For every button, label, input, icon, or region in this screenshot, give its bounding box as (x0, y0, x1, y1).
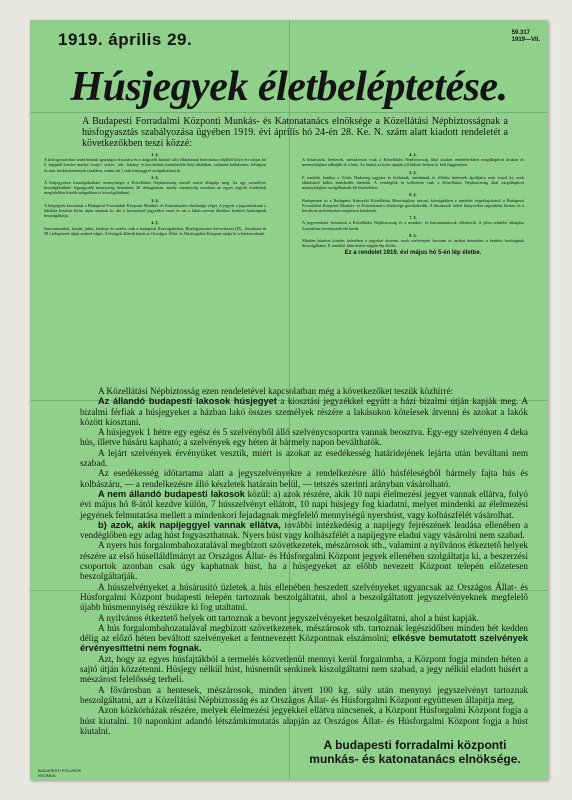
section-text: A jegyrendszer betartását a Közellátási Népbiztosság és a munkás- és katonatanácsok ellenőrzik. A jelen rendelet áthágása forradalmi törvényszék elé kerül. (302, 220, 524, 231)
announcement-body (80, 386, 529, 736)
decree-section (302, 233, 524, 249)
intro-paragraph: A Budapesti Forradalmi Központi Munkás- és Katonatanács elnöksége a Közellátási Népbiztosságnak a húsfogyasztás szabályozása ügyében 1919. évi április hó 24-én 28. Ke. N. szám alatt kiadott rendeletét a következőkben teszi közzé: (82, 116, 508, 149)
fold-line (30, 112, 548, 113)
section-text: E rendelet hatálya a Vörös Hadsereg tagjaira és kórházak, menházak és ellátási intézetek ápoltjaira nem terjed ki; ezek ellátásáról külön intézkedés történik. A vendéglők és kifőzések csak a Közellátási Népbiztosság által megállapított mennyiségben szolgálhatnak fel húsételeket. (302, 174, 524, 191)
decree-column-left (44, 152, 266, 382)
emphasis-text: elkésve bemutatott szelvények érvényesíttetni nem fognak. (80, 633, 529, 654)
body-paragraph (80, 540, 528, 581)
section-number: 6. §. (409, 192, 417, 198)
decree-column-right (302, 152, 524, 382)
paragraph-text: A húsjegyek 1 hétre egy egész és 5 szelvényből álló szelvénycsoportra vannak beosztva. Egy-egy szelvényen 4 deka hús, illetve húsáru kapható; a szelvények egy héten át bármely napon beválthatók. (80, 427, 528, 448)
paragraph-text: Azon közkórházak részére, melyek élelmezési jegyekkel ellátva nincsenek, a Központ Húsforgalmi Központ fogja a húst kiutalni. 10 naponkint adandó létszámkimutatás alapján az Országos Állat- és Húsforgalmi Központ fogja a húst kiutalni. (80, 705, 528, 736)
section-number: 4. §. (151, 220, 159, 226)
section-text: Minden húsárus köteles üzletében a jegyeket átvenni, azok szelvényeit bevonni és azokat hetenként a kerületi hatóságnak beszolgáltatni. E rendelet kihirdetése napján lép életbe. (302, 238, 524, 249)
decree-section (302, 170, 524, 191)
body-paragraph (80, 386, 528, 396)
body-paragraph (80, 582, 528, 613)
emphasis-text: Az állandó budapesti lakosok húsjegyet (98, 396, 277, 407)
section-text: Szarvasmarhát, borjút, juhot, bárányt és sertést csak a budapesti Közvágóhídon, Húsfogyasztási Szövetkezet (IX., Soroksári-út 58.) telepeinek útján szabad vágni. A levágott állatok húsát az Országos Állat- és Húsforgalmi Központ utalja ki a húsárusoknak. (44, 225, 266, 236)
emphasis-text: A nem állandó budapesti lakosok (98, 488, 245, 499)
body-paragraph (80, 685, 528, 706)
paragraph-text: A fővárosban a hentesek, mészárosok, minden átvett 100 kg. súly után menynyi jegyszelvényt tartoznak beszolgáltatni, azt a Közellátási Népbiztosság és az Országos Állat- és Húsforgalmi Központ együttesen állapítja meg. (80, 684, 528, 705)
decree-section (44, 198, 266, 219)
decree-section (302, 152, 524, 168)
poster-title: Húsjegyek életbeléptetése. (70, 64, 508, 110)
section-text: A kisfogyasztókra szánt húsnak igazságos elosztása és a dolgozók húsból való ellátásának biztosítása céljából folyó évi május hó 5. napjától kezdve marha-, borjú-, sertés-, juh-, bárány- és kecskehús (mindenféle hús) általában, valamint kolbászáru, felvágott és más húskészítmények (szalámi, sonka stb.) csak húsjeggyel szolgáltatható ki. (44, 157, 266, 173)
section-text: A húsárusok, hentesek, mészárosok csak a Közellátási Népbiztosság által kiadott rendeletekben megállapított árakon és mennyiségben adhatják el a húst. Az árakat az üzlet ajtaján jól látható helyen ki kell függeszteni. (302, 157, 524, 168)
decree-section (44, 220, 266, 236)
signature-block: A budapesti forradalmi központi munkás- és katonatanács elnöksége. (309, 738, 521, 766)
paragraph-text: a kiosztási jegyzékkel együtt a házi bizalmi útján kapják meg. A bizalmi férfiak a húsjegyeket a házban lakó összes személyek részére a lakásukon kötelesek átvenni és azokat a lakók között kiosztani. (80, 396, 528, 427)
section-number: 2. §. (151, 174, 159, 180)
body-paragraph (80, 427, 528, 448)
body-paragraph (80, 396, 528, 427)
body-paragraph (80, 654, 528, 685)
poster-date: 1919. április 29. (58, 30, 193, 49)
paragraph-text: A lejárt szelvények érvényüket vesztik, miért is azokat az esedékesség határidejének lejárta után beváltani nem szabad. (80, 447, 528, 469)
decree-section (44, 152, 266, 173)
reference-number: 59.317 1919—VII. (511, 30, 540, 43)
section-number: 1. §. (151, 152, 159, 157)
section-text: Budapesten és a Budapesti Környéki Közellátási Bizottsághoz tartozó községekben e rendelet végrehajtásáról a Budapesti Forradalmi Központi Munkás- és Katonatanács elnöksége gondoskodik. A húsárusok üzleti könyveiket naponként lezárni és a beváltott szelvényeket megőrizni kötelesek. (302, 197, 524, 214)
paragraph-text: A Közellátási Népbiztosság ezen rendeletével kapcsolatban még a következőket teszük közhírré: (98, 386, 454, 396)
emphasis-text: b) azok, akik napijeggyel vannak ellátva, (98, 519, 281, 530)
body-paragraph (80, 705, 528, 736)
decree-section (44, 175, 266, 196)
body-paragraph (80, 448, 528, 469)
section-text: A húsjegyeken kiszolgáltatható mennyiséget a Közellátási Népbiztosság esetről esetre állapítja meg. Az egy személyre kiszolgáltatható legnagyobb mennyiség hetenként 20 dekagramm, amely mennyiség azonban az egyes jegyek értékének megfelelően kisebb adagokban is kiszolgáltatható. (44, 180, 266, 196)
body-paragraph (80, 489, 528, 520)
body-paragraph (80, 623, 528, 654)
section-number: 5. §. (409, 169, 417, 175)
paragraph-text: A hússzelvényeket a húsárusító üzletek a hús ellenében beszedett szelvényeket ugyancsak az Országos Állat- és Húsforgalmi Központ budapesti telepén tartoznak beszolgáltatni, ahol a beszolgáltatott jegyszelvényeknek megfelelő újabb húsmennyiség részükre ki fog utaltatni. (80, 581, 528, 613)
poster-sheet (30, 20, 548, 780)
body-paragraph (80, 613, 528, 623)
paragraph-text: A nyers hús forgalombahozatalával megbízott szövetkezetek, mészárosok stb., valamint a nyilvános étkeztető helyek részére az első húselláldlmányt az Országos Állat- és Húsforgalmi Központ jegyek ellenében szolgáltatja ki, a beszerzési csoportok azonban csak úgy kaphatnak húst, ha a húsjegyeket az előbb nevezett Központ telepén előzetesen beszolgáltatják. (80, 540, 528, 582)
paragraph-text: A hús forgalombahozatalával megbízott szövetkezetek, mészárosok stb. tartoznak legészidőben minden hét kedden délig az előző héten beváltott szelvényeket a fentnevezett Központnak elszámolni; (80, 622, 528, 644)
body-paragraph (80, 468, 528, 489)
section-number: 8. §. (409, 232, 417, 238)
paragraph-text: közül: a) azok részére, akik 10 napi élelmezési jegyet vannak ellátva, folyó évi május hó 8-ától kezdve külön, 7 hússzelvényt ellátott, 10 napi húsjegy fog kiadatni, melyet mindenki az élelmezési jegyének felmutatása mellett a mindenkori fejadagnak megfelelő mennyiségű nyershúst, vagy kolbászfélét vásárolhat. (80, 488, 528, 520)
section-number: 4. §. (409, 152, 417, 157)
section-text: A húsjegyek kiosztását a Budapesti Forradalmi Központi Munkás- és Katonatanács elnöksége végzi. A jegyek a jogosultaknak a lakóház bizalmi férfia útján adatnak ki, aki a kiosztásról jegyzéket vezet és azt a lakás szerint illetékes kerületi hatóságnak beszolgáltatja. (44, 202, 266, 219)
paragraph-text: további intézkedésig a napijegy fejrészének leadása ellenében a vendéglőben egy adag húst fogyaszthatnak. Nyers húst vagy kolbászfélét a napijegyre eladni vagy vásárolni nem szabad. (80, 519, 528, 541)
paragraph-text: Azt, hogy az egyes húsfajtákból a termelés közvetlenül mennyi kerül forgalomba, a Központ fogja minden héten a sajtó útján közzétenni. Húsjegy nélkül húst, húsneműt senkinek kiszolgáltatni nem szabad, a jegy nélkül eladott húsért a mészárost felelősség terheli. (80, 653, 528, 685)
printer-imprint: BUDAPESTI PÓLUSOK NYOMDA (38, 768, 82, 778)
body-paragraph (80, 520, 528, 541)
section-number: 7. §. (409, 215, 417, 221)
section-number: 3. §. (151, 197, 159, 203)
decree-section (302, 215, 524, 231)
decree-section (302, 192, 524, 213)
effective-date-line: Ez a rendelet 1919. évi május hó 5-én lép életbe. (344, 250, 482, 257)
paragraph-text: Az esedékesség időtartama alatt a jegyszelvényekre a rendelkezésre álló húsféleségből bármely fajta hús és kolbászáru, — a rendelkezésre álló készletek határain belül, — tetszés szerinti arányban vásárolható. (80, 468, 528, 489)
paragraph-text: A nyilvános étkeztető helyek ott tartoznak a bevont jegyszelvényeket beszolgáltatni, ahol a húst kapják. (98, 612, 479, 623)
